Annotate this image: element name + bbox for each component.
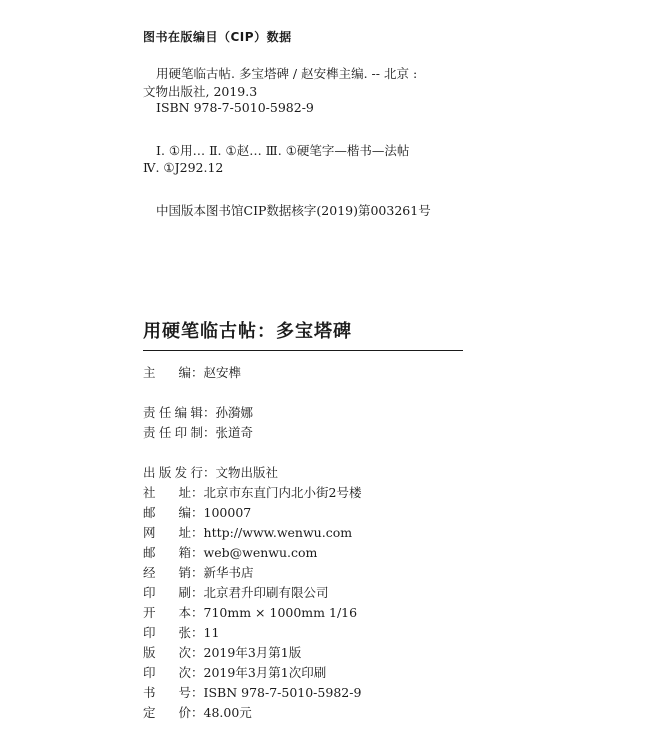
pub-value: ISBN 978-7-5010-5982-9 (203, 685, 362, 700)
pub-label: 社址 (143, 485, 191, 500)
pub-value: 48.00元 (203, 705, 252, 720)
credit-label: 主编 (143, 365, 191, 380)
pub-value: 新华书店 (203, 565, 254, 580)
pub-row-edition (143, 644, 301, 662)
pub-row-format (143, 604, 357, 622)
colon: ： (191, 685, 204, 700)
pub-value: 11 (203, 625, 220, 640)
credit-responsible-editor (143, 404, 253, 422)
colon: ： (191, 625, 204, 640)
pub-label: 网址 (143, 525, 191, 540)
title-divider (143, 350, 463, 351)
colon: ： (191, 705, 204, 720)
credit-label: 责任编辑 (143, 405, 203, 420)
pub-label: 印刷 (143, 585, 191, 600)
cip-classification-number: Ⅳ. ①J292.12 (143, 160, 224, 175)
pub-value: 2019年3月第1版 (203, 645, 302, 660)
cip-title-line: 用硬笔临古帖. 多宝塔碑 / 赵安榫主编. -- 北京 : (156, 66, 418, 81)
colon: ： (191, 605, 204, 620)
colon: ： (191, 525, 204, 540)
credit-responsible-printing (143, 424, 253, 442)
pub-label: 经销 (143, 565, 191, 580)
pub-row-website (143, 524, 352, 542)
colon: ： (191, 485, 204, 500)
pub-row-publisher (143, 464, 278, 482)
colon: ： (191, 585, 204, 600)
credit-chief-editor (143, 364, 241, 382)
pub-row-sheets (143, 624, 219, 642)
colon: ： (191, 545, 204, 560)
pub-row-email (143, 544, 317, 562)
pub-value: 北京市东直门内北小街2号楼 (203, 485, 362, 500)
colon: ： (203, 405, 216, 420)
pub-value: 文物出版社 (215, 465, 279, 480)
pub-row-distributor (143, 564, 254, 582)
pub-row-address (143, 484, 361, 502)
pub-value: 710mm × 1000mm 1/16 (203, 605, 358, 620)
cip-header: 图书在版编目（CIP）数据 (143, 30, 292, 44)
colon: ： (191, 665, 204, 680)
pub-label: 邮编 (143, 505, 191, 520)
credit-value: 张道奇 (215, 425, 254, 440)
pub-row-isbn (143, 684, 361, 702)
pub-label: 出版发行 (143, 465, 203, 480)
colon: ： (191, 645, 204, 660)
pub-value: 2019年3月第1次印刷 (203, 665, 327, 680)
colon: ： (191, 505, 204, 520)
pub-row-printing (143, 664, 326, 682)
colon: ： (191, 565, 204, 580)
book-title: 用硬笔临古帖：多宝塔碑 (143, 321, 352, 342)
cip-classification-line: Ⅰ. ①用… Ⅱ. ①赵… Ⅲ. ①硬笔字—楷书—法帖 (156, 143, 410, 158)
pub-label: 版次 (143, 645, 191, 660)
cip-isbn-line: ISBN 978-7-5010-5982-9 (156, 100, 314, 115)
colon: ： (203, 465, 216, 480)
cip-publisher-line: 文物出版社, 2019.3 (143, 84, 258, 99)
pub-label: 印张 (143, 625, 191, 640)
pub-label: 书号 (143, 685, 191, 700)
pub-value: 北京君升印刷有限公司 (203, 585, 329, 600)
credit-value: 赵安榫 (203, 365, 242, 380)
credit-label: 责任印制 (143, 425, 203, 440)
pub-row-price (143, 704, 252, 722)
pub-value: web@wenwu.com (203, 545, 318, 560)
cip-record-number: 中国版本图书馆CIP数据核字(2019)第003261号 (156, 203, 431, 218)
pub-label: 定价 (143, 705, 191, 720)
pub-row-postcode (143, 504, 251, 522)
pub-label: 开本 (143, 605, 191, 620)
pub-value: 100007 (203, 505, 252, 520)
pub-row-printer (143, 584, 329, 602)
pub-label: 邮箱 (143, 545, 191, 560)
colon: ： (191, 365, 204, 380)
pub-value: http://www.wenwu.com (203, 525, 353, 540)
colon: ： (203, 425, 216, 440)
pub-label: 印次 (143, 665, 191, 680)
credit-value: 孙漪娜 (215, 405, 254, 420)
